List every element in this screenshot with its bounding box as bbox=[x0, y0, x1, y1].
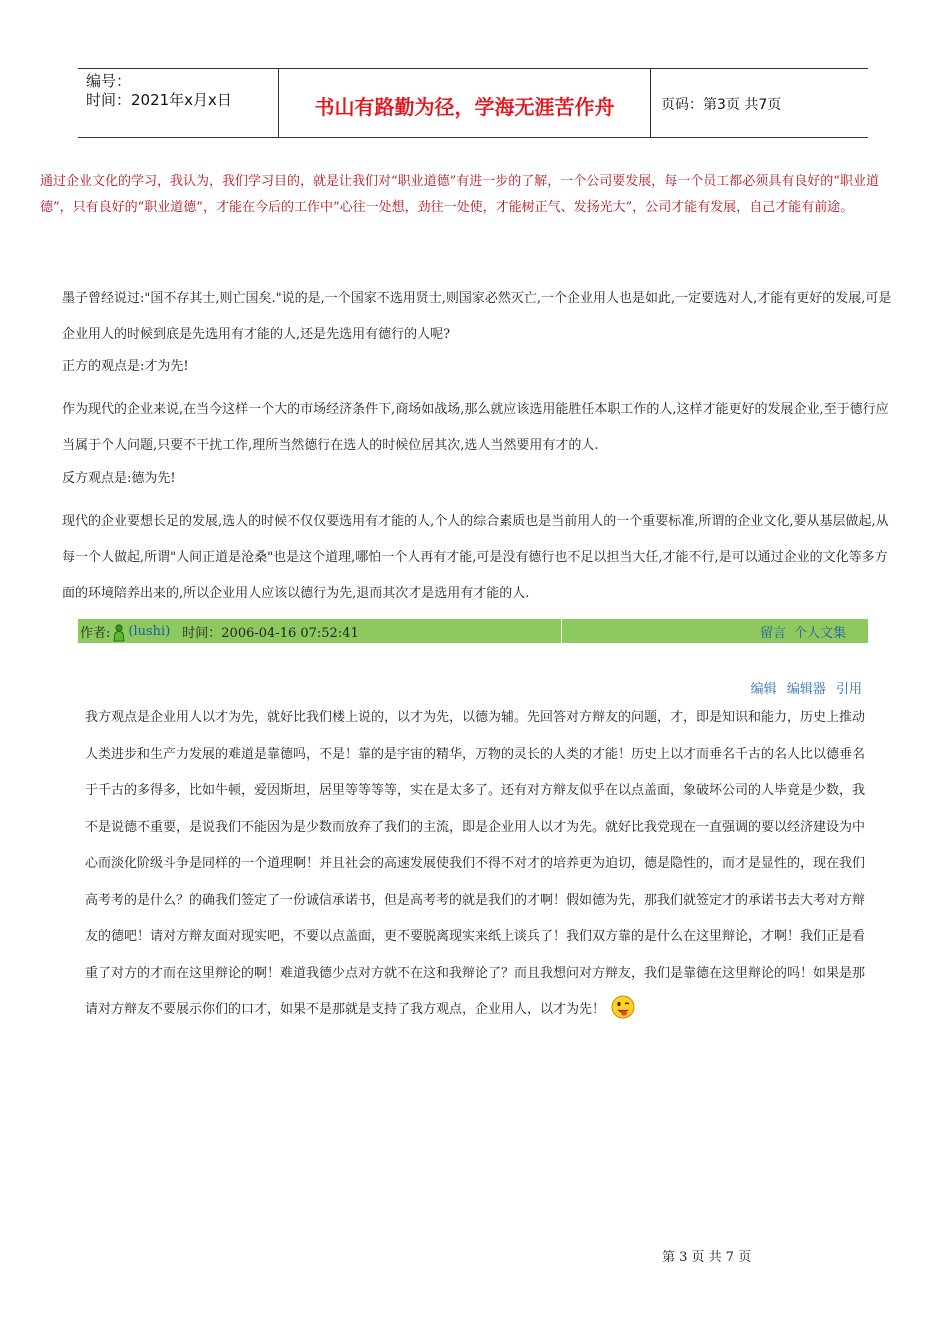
header-motto: 书山有路勤为径，学海无涯苦作舟 bbox=[279, 69, 651, 137]
user-figure-icon bbox=[112, 624, 126, 642]
page-footer: 第 3 页 共 7 页 bbox=[662, 1250, 752, 1265]
post-info-bar bbox=[78, 619, 868, 643]
article-paragraph-5: 现代的企业要想长足的发展,选人的时候不仅仅要选用有才能的人,个人的综合素质也是当前用人的一个重要标准,所谓的企业文化,要从基层做起,从每一个人做起,所谓"人间正道是沧桑"也是这个道理,哪怕一个人再有才能,可是没有德行也不足以担当大任,才能不行,是可以通过企业的文化等多方面的环境陪养出来的,所以企业用人应该以德行为先,退而其次才是选用有才能的人. bbox=[62, 514, 889, 601]
reply-text: 我方观点是企业用人以才为先，就好比我们楼上说的，以才为先，以德为辅。先回答对方辩友的问题，才，即是知识和能力，历史上推动人类进步和生产力发展的难道是靠德吗，不是！靠的是宇宙的精华，万物的灵长的人类的才能！历史上以才而垂名千古的名人比以德垂名于千古的多得多，比如牛顿，爱因斯坦，居里等等等等，实在是太多了。还有对方辩友似乎在以点盖面，象破坏公司的人毕竟是少数，我不是说德不重要，是说我们不能因为是少数而放弃了我们的主流，即是企业用人以才为先。就好比我党现在一直强调的要以经济建设为中心而淡化阶级斗争是同样的一个道理啊！并且社会的高速发展使我们不得不对才的培养更为迫切，德是隐性的，而才是显性的，现在我们高考考的是什么？的确我们签定了一份诚信承诺书，但是高考考的就是我们的才啊！假如德为先，那我们就签定才的承诺书去大考对方辩友的德吧！请对方辩友面对现实吧，不要以点盖面，更不要脱离现实来纸上谈兵了！我们双方靠的是什么在这里辩论，才啊！我们正是看重了对方的才而在这里辩论的啊！难道我德少点对方就不在这和我辩论了？而且我想问对方辩友，我们是靠德在这里辩论的吗！如果是那请对方辩友不要展示你们的口才，如果不是那就是支持了我方观点，企业用人，以才为先！ bbox=[85, 710, 866, 1017]
author-label: 作者: bbox=[80, 625, 111, 641]
edit-link[interactable]: 编辑 bbox=[750, 682, 777, 697]
article-paragraph-4: 反方观点是:德为先! bbox=[62, 471, 176, 486]
article-paragraph-1: 墨子曾经说过:"国不存其士,则亡国矣."说的是,一个国家不选用贤士,则国家必然灭亡,一个企业用人也是如此,一定要选对人,才能有更好的发展,可是企业用人的时候到底是先选用有才能的人,还是先选用有德行的人呢? bbox=[62, 291, 892, 342]
quote-link[interactable]: 引用 bbox=[835, 682, 862, 697]
number-label: 编号： bbox=[86, 72, 132, 90]
post-author-info bbox=[78, 619, 562, 643]
reply-paragraph bbox=[85, 700, 865, 1035]
document-header bbox=[78, 68, 868, 138]
personal-collection-link[interactable]: 个人文集 bbox=[793, 625, 846, 641]
header-meta bbox=[78, 69, 279, 137]
article-paragraph-3: 作为现代的企业来说,在当今这样一个大的市场经济条件下,商场如战场,那么就应该选用能胜任本职工作的人,这样才能更好的发展企业,至于德行应当属于个人问题,只要不干扰工作,理所当然德行在选人的时候位居其次,选人当然要用有才的人. bbox=[62, 402, 889, 453]
author-username-link[interactable]: (lushi) bbox=[128, 623, 171, 639]
post-actions bbox=[745, 678, 862, 697]
time-label: 时间：2021年x月x日 bbox=[86, 91, 232, 109]
post-links bbox=[562, 619, 868, 643]
message-link[interactable]: 留言 bbox=[759, 625, 786, 641]
editor-link[interactable]: 编辑器 bbox=[786, 682, 826, 697]
article-paragraph-2: 正方的观点是:才为先! bbox=[62, 359, 189, 374]
intro-paragraph: 通过企业文化的学习，我认为，我们学习目的，就是让我们对“职业道德”有进一步的了解，一个公司要发展，每一个员工都必须具有良好的“职业道德”，只有良好的“职业道德”，才能在今后的工作中“心往一处想，劲往一处使，才能树正气、发扬光大”，公司才能有发展，自己才能有前途。 bbox=[40, 174, 879, 215]
tongue-smiley-icon bbox=[611, 995, 635, 1035]
header-page-info: 页码：第3页 共7页 bbox=[661, 97, 782, 113]
post-time: 时间：2006-04-16 07:52:41 bbox=[182, 625, 359, 641]
